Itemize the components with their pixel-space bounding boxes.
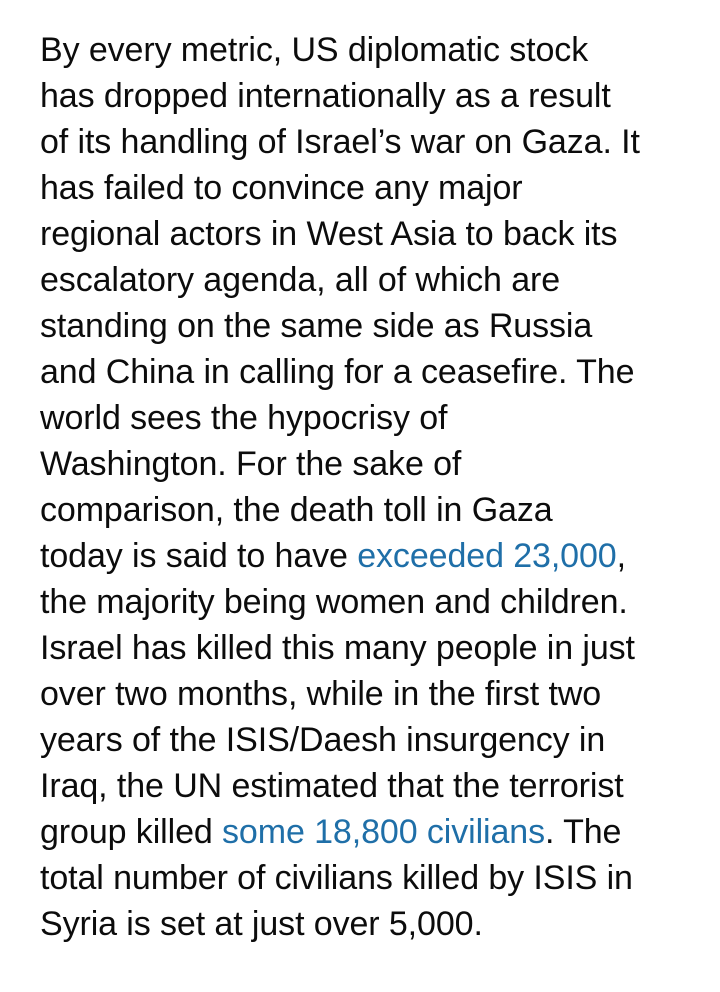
article-paragraph bbox=[40, 27, 700, 947]
death-toll-link[interactable]: exceeded 23,000 bbox=[357, 537, 617, 575]
text-line: Syria is set at just over 5,000. bbox=[40, 905, 483, 943]
text-segment: today is said to have bbox=[40, 537, 358, 575]
text-line: Israel has killed this many people in just bbox=[40, 629, 635, 667]
civilians-killed-link[interactable]: some 18,800 civilians bbox=[222, 813, 545, 851]
text-line: the majority being women and children. bbox=[40, 583, 628, 621]
text-line: and China in calling for a ceasefire. The bbox=[40, 353, 635, 391]
text-line: has failed to convince any major bbox=[40, 169, 523, 207]
text-line: has dropped internationally as a result bbox=[40, 77, 611, 115]
text-line-with-link bbox=[40, 809, 700, 855]
text-segment: . The bbox=[545, 813, 622, 851]
text-line: of its handling of Israel’s war on Gaza. It bbox=[40, 123, 640, 161]
text-line: By every metric, US diplomatic stock bbox=[40, 31, 589, 69]
text-line: total number of civilians killed by ISIS in bbox=[40, 859, 633, 897]
text-segment: group killed bbox=[40, 813, 223, 851]
text-line: years of the ISIS/Daesh insurgency in bbox=[40, 721, 606, 759]
text-line: over two months, while in the first two bbox=[40, 675, 602, 713]
text-line: comparison, the death toll in Gaza bbox=[40, 491, 553, 529]
text-line: Washington. For the sake of bbox=[40, 445, 462, 483]
text-line-with-link bbox=[40, 533, 700, 579]
text-line: world sees the hypocrisy of bbox=[40, 399, 448, 437]
text-line: escalatory agenda, all of which are bbox=[40, 261, 561, 299]
text-line: standing on the same side as Russia bbox=[40, 307, 593, 345]
text-segment: , bbox=[616, 537, 626, 575]
text-line: regional actors in West Asia to back its bbox=[40, 215, 618, 253]
text-line: Iraq, the UN estimated that the terrorist bbox=[40, 767, 624, 805]
